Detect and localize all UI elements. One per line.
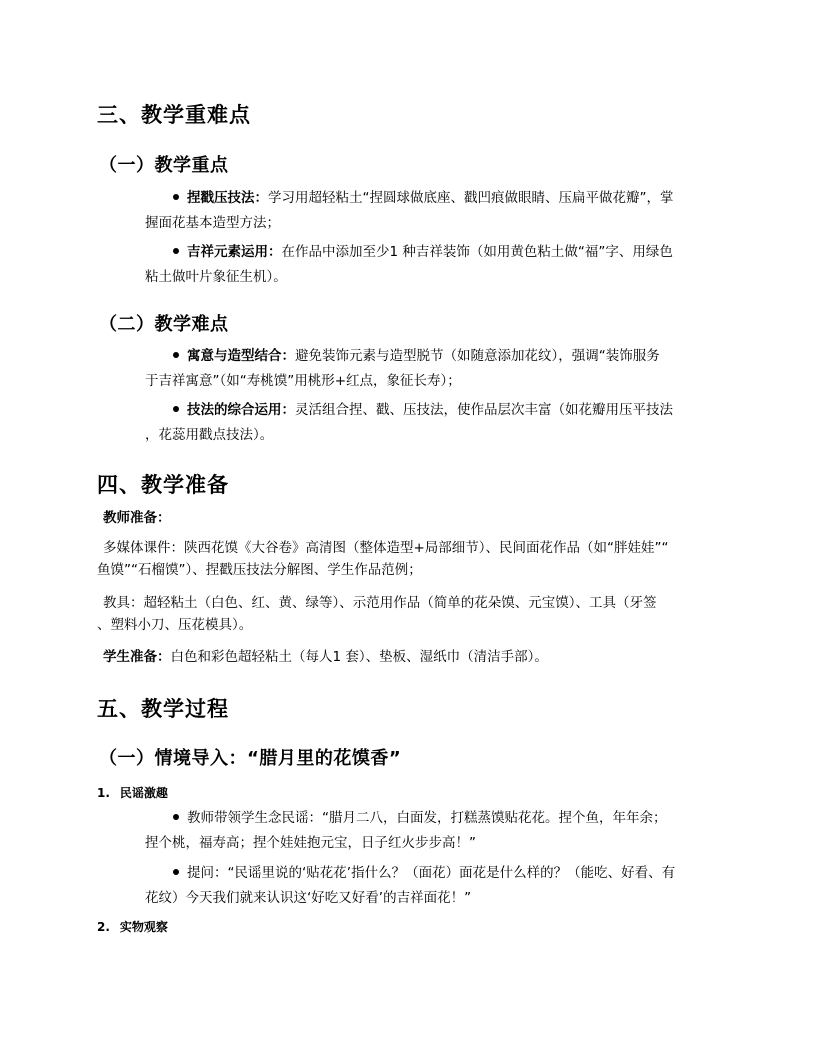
- item-text-cont: 捏个桃，福寿高；捏个娃娃抱元宝，日子红火步步高！”: [145, 835, 476, 851]
- item-label: 捏戳压技法：: [187, 190, 268, 206]
- item-label: 寓意与造型结合：: [187, 348, 295, 364]
- multimedia-text-cont: 鱼馍”“石榴馍”）、捏戳压技法分解图、学生作品范例；: [97, 562, 422, 578]
- list-item: [145, 240, 725, 290]
- item-label: 吉祥元素运用：: [187, 244, 282, 260]
- step-heading: [97, 784, 168, 801]
- teacher-prep-label: 教师准备：: [103, 510, 171, 526]
- step-number: 1.: [97, 786, 110, 800]
- item-text: 避免装饰元素与造型脱节（如随意添加花纹），强调“装饰服务: [295, 348, 660, 364]
- tools-text-cont: 、塑料小刀、压花模具）。: [97, 617, 253, 633]
- item-text-cont: ，花蕊用戳点技法）。: [145, 427, 274, 443]
- bullet-icon: [173, 352, 179, 358]
- item-text-cont: 花纹）今天我们就来认识这‘好吃又好看’的吉祥面花！”: [145, 890, 472, 906]
- item-text-cont: 握面花基本造型方法；: [145, 215, 280, 231]
- step-title: 实物观察: [119, 920, 168, 934]
- section-3-heading: 三、教学重难点: [97, 103, 251, 127]
- section-4-heading: 四、教学准备: [97, 473, 229, 497]
- step-title: 民谣激趣: [119, 786, 168, 800]
- multimedia-text: 多媒体课件：陕西花馍《大谷卷》高清图（整体造型+局部细节）、民间面花作品（如“胖娃娃”“: [103, 540, 669, 556]
- section-5-sub1-heading: （一）情境导入：“腊月里的花馍香”: [99, 748, 402, 769]
- section-3-sub2-heading: （二）教学难点: [99, 314, 229, 335]
- list-item: [145, 398, 725, 448]
- item-text: 教师带领学生念民谣：“腊月二八，白面发，打糕蒸馍贴花花。捏个鱼，年年余；: [187, 810, 667, 826]
- list-item: [145, 344, 725, 394]
- bullet-icon: [173, 194, 179, 200]
- tools-text: 教具：超轻粘土（白色、红、黄、绿等）、示范用作品（简单的花朵馍、元宝馍）、工具（牙签: [103, 595, 657, 611]
- item-label: 技法的综合运用：: [187, 402, 295, 418]
- item-text-cont: 于吉祥寓意”（如“寿桃馍”用桃形+红点，象征长寿）；: [145, 373, 461, 389]
- student-prep: [103, 645, 548, 670]
- section-5-heading: 五、教学过程: [97, 697, 229, 721]
- item-text: 在作品中添加至少1 种吉祥装饰（如用黄色粘土做“福”字、用绿色: [281, 244, 673, 260]
- list-item: [145, 861, 725, 911]
- bullet-icon: [173, 248, 179, 254]
- step-number: 2.: [97, 920, 110, 934]
- item-text: 灵活组合捏、戳、压技法，使作品层次丰富（如花瓣用压平技法: [295, 402, 673, 418]
- bullet-icon: [173, 406, 179, 412]
- list-item: [145, 806, 725, 856]
- bullet-icon: [173, 869, 179, 875]
- item-text: 学习用超轻粘土“捏圆球做底座、戳凹痕做眼睛、压扁平做花瓣”，掌: [268, 190, 674, 206]
- section-3-sub1-heading: （一）教学重点: [99, 155, 229, 176]
- student-prep-label: 学生准备：: [103, 649, 171, 665]
- list-item: [145, 186, 725, 236]
- step-heading: [97, 918, 168, 935]
- item-text: 提问：“民谣里说的‘贴花花’指什么？（面花）面花是什么样的？（能吃、好看、有: [187, 865, 676, 881]
- bullet-icon: [173, 814, 179, 820]
- item-text-cont: 粘土做叶片象征生机）。: [145, 269, 287, 285]
- student-prep-text: 白色和彩色超轻粘土（每人1 套）、垫板、湿纸巾（清洁手部）。: [170, 649, 548, 665]
